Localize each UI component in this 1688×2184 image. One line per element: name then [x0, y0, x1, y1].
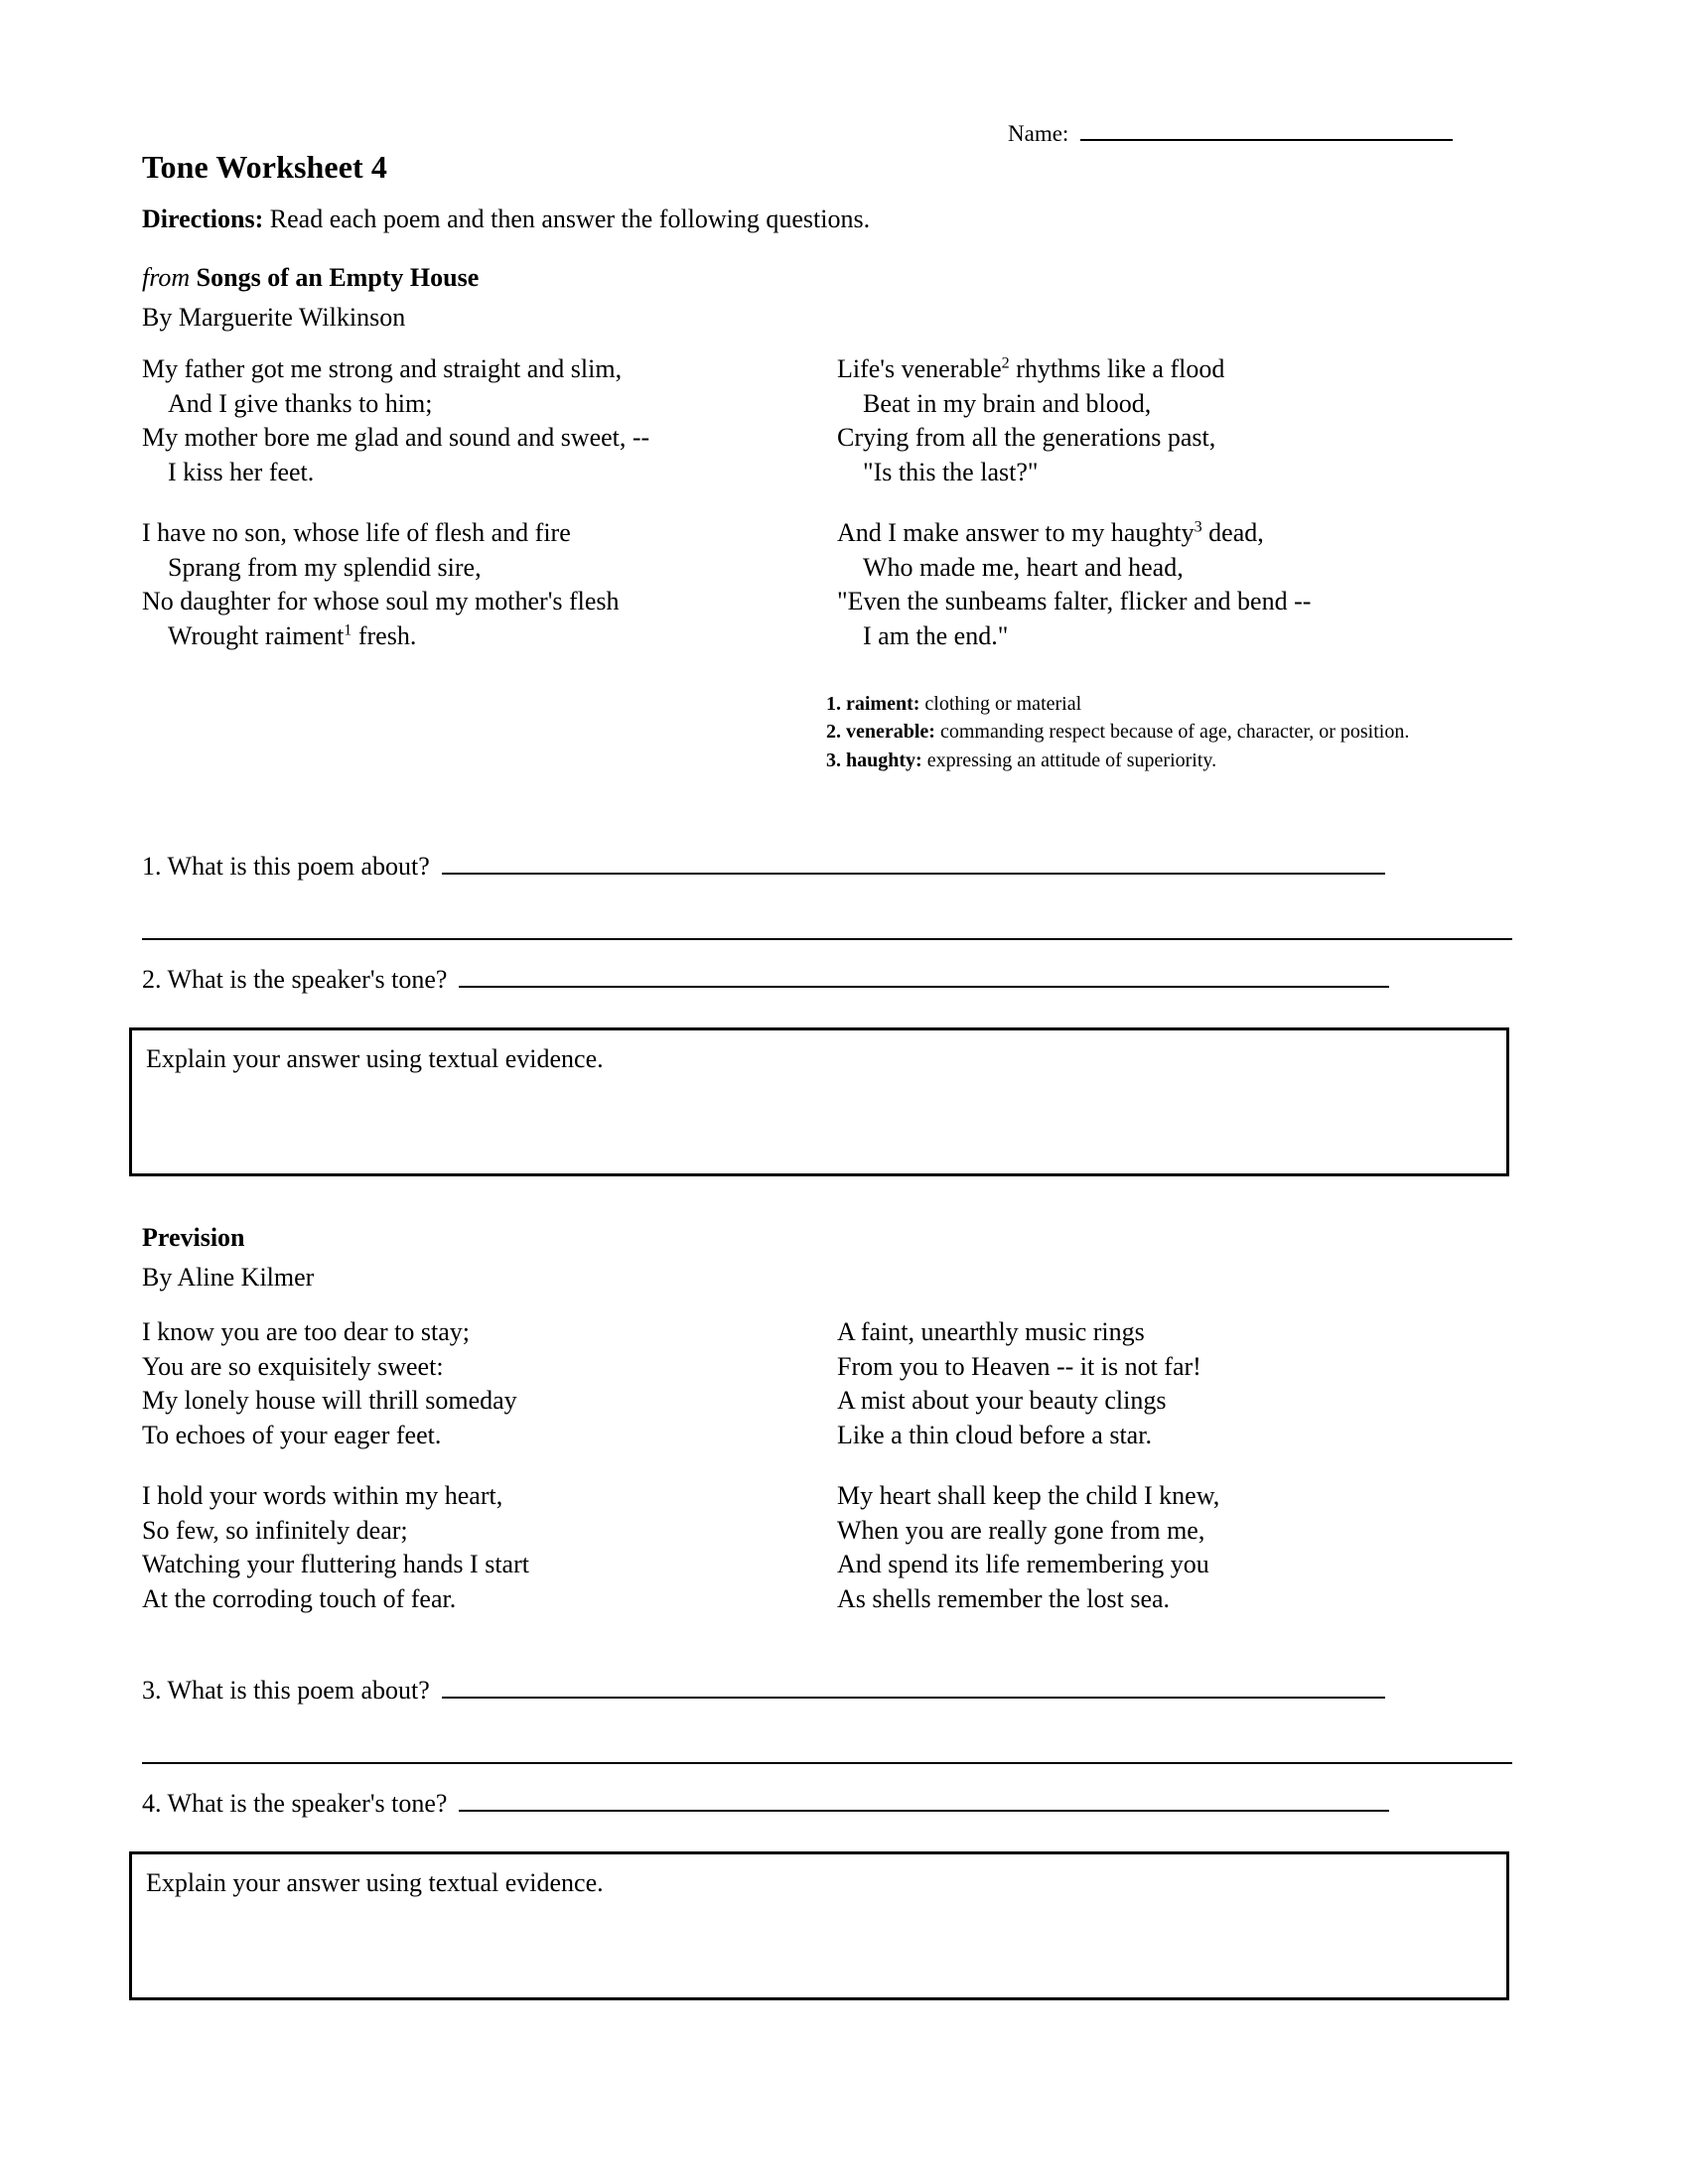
poem-line: Watching your fluttering hands I start: [142, 1550, 529, 1579]
poem-line: My father got me strong and straight and slim,: [142, 354, 623, 383]
question-1: [142, 852, 1385, 882]
poem-line: You are so exquisitely sweet:: [142, 1351, 444, 1381]
poem2-right-column: [837, 1315, 1512, 1617]
directions: [142, 205, 870, 234]
footnote-term: 2. venerable:: [826, 721, 935, 744]
poem-stanza: [837, 352, 1512, 489]
question-1-answer-blank[interactable]: [442, 855, 1385, 875]
poem-line: I am the end.": [863, 621, 1009, 651]
poem-stanza: [142, 352, 837, 489]
poem1-right-column: [837, 352, 1512, 654]
poem-line: At the corroding touch of fear.: [142, 1584, 457, 1614]
page-title: Tone Worksheet 4: [142, 149, 387, 185]
poem-line: Who made me, heart and head,: [863, 552, 1184, 582]
poem-stanza: [837, 1479, 1512, 1616]
poem-line: A mist about your beauty clings: [837, 1386, 1167, 1416]
poem-line: And I give thanks to him;: [168, 388, 433, 418]
poem-line: Beat in my brain and blood,: [863, 388, 1152, 418]
poem-line: So few, so infinitely dear;: [142, 1515, 408, 1545]
poem2-body: [142, 1315, 1512, 1617]
poem-line: No daughter for whose soul my mother's flesh: [142, 587, 620, 616]
question-2: [142, 965, 1389, 995]
footnote-entry: [826, 690, 1511, 718]
poem-line: My heart shall keep the child I knew,: [837, 1481, 1220, 1511]
poem-stanza: [142, 516, 837, 653]
question-3-answer-blank[interactable]: [442, 1679, 1385, 1699]
footnote-marker: 3: [1194, 518, 1202, 536]
footnote-definition: commanding respect because of age, character, or position.: [934, 721, 1410, 744]
question-4-label: 4. What is the speaker's tone?: [142, 1789, 448, 1818]
name-label: Name:: [1008, 121, 1069, 146]
question-3-label: 3. What is this poem about?: [142, 1676, 430, 1705]
poem-line: And I make answer to my haughty$^3$ dead,: [837, 518, 1264, 548]
footnote-definition: clothing or material: [919, 693, 1082, 715]
question-1-label: 1. What is this poem about?: [142, 852, 430, 881]
footnote-marker: 2: [1001, 354, 1010, 372]
poem-stanza: [142, 1315, 837, 1452]
poem2-title: Prevision: [142, 1223, 245, 1252]
poem-line: I know you are too dear to stay;: [142, 1317, 470, 1346]
poem-line: Crying from all the generations past,: [837, 423, 1216, 453]
question-2-answer-blank[interactable]: [459, 968, 1389, 988]
footnote-term: 1. raiment:: [826, 693, 920, 715]
name-input-blank[interactable]: [1080, 119, 1453, 141]
poem1-body: [142, 352, 1512, 654]
poem-line: I kiss her feet.: [168, 457, 315, 486]
poem-line: Wrought raiment$^1$ fresh.: [168, 621, 417, 651]
poem-line: "Is this the last?": [863, 457, 1039, 486]
footnote-marker: 1: [344, 621, 352, 639]
evidence-box-2-label: Explain your answer using textual evidence.: [146, 1868, 604, 1897]
poem-line: A faint, unearthly music rings: [837, 1317, 1145, 1346]
poem-line: To echoes of your eager feet.: [142, 1420, 442, 1449]
poem1-author: By Marguerite Wilkinson: [142, 303, 406, 332]
poem-line: Life's venerable$^2$ rhythms like a flood: [837, 354, 1225, 383]
poem-line: I have no son, whose life of flesh and fire: [142, 518, 571, 548]
question-3-answer-blank-line2[interactable]: [142, 1762, 1512, 1764]
poem-line: My lonely house will thrill someday: [142, 1386, 517, 1416]
question-4: [142, 1789, 1389, 1819]
footnote-entry: [826, 747, 1511, 774]
poem-stanza: [142, 1479, 837, 1616]
evidence-box-2[interactable]: [129, 1851, 1509, 2000]
poem2-left-column: [142, 1315, 837, 1617]
poem-line: As shells remember the lost sea.: [837, 1584, 1171, 1614]
directions-text: Read each poem and then answer the following questions.: [263, 205, 871, 233]
poem-line: From you to Heaven -- it is not far!: [837, 1351, 1201, 1381]
poem1-title: [142, 263, 479, 293]
question-4-answer-blank[interactable]: [459, 1792, 1389, 1812]
footnote-definition: expressing an attitude of superiority.: [921, 749, 1217, 771]
question-3: [142, 1676, 1385, 1706]
question-1-answer-blank-line2[interactable]: [142, 938, 1512, 940]
poem2-author: By Aline Kilmer: [142, 1263, 315, 1292]
footnote-entry: [826, 718, 1511, 746]
poem1-footnotes: [826, 690, 1511, 774]
poem-stanza: [837, 516, 1512, 653]
poem-line: Like a thin cloud before a star.: [837, 1420, 1152, 1449]
poem-line: When you are really gone from me,: [837, 1515, 1205, 1545]
poem-line: Sprang from my splendid sire,: [168, 552, 482, 582]
evidence-box-1[interactable]: [129, 1027, 1509, 1176]
poem-stanza: [837, 1315, 1512, 1452]
poem-line: And spend its life remembering you: [837, 1550, 1209, 1579]
question-2-label: 2. What is the speaker's tone?: [142, 965, 448, 994]
poem-line: I hold your words within my heart,: [142, 1481, 503, 1511]
poem1-from-label: from: [142, 263, 197, 292]
footnote-term: 3. haughty:: [826, 749, 922, 771]
evidence-box-1-label: Explain your answer using textual evidence.: [146, 1044, 604, 1073]
poem-line: My mother bore me glad and sound and sweet, --: [142, 423, 650, 453]
poem-line: "Even the sunbeams falter, flicker and bend --: [837, 587, 1312, 616]
name-field-row: [1008, 119, 1453, 147]
poem1-title-text: Songs of an Empty House: [196, 263, 480, 292]
poem1-left-column: [142, 352, 837, 654]
directions-label: Directions:: [142, 205, 264, 233]
